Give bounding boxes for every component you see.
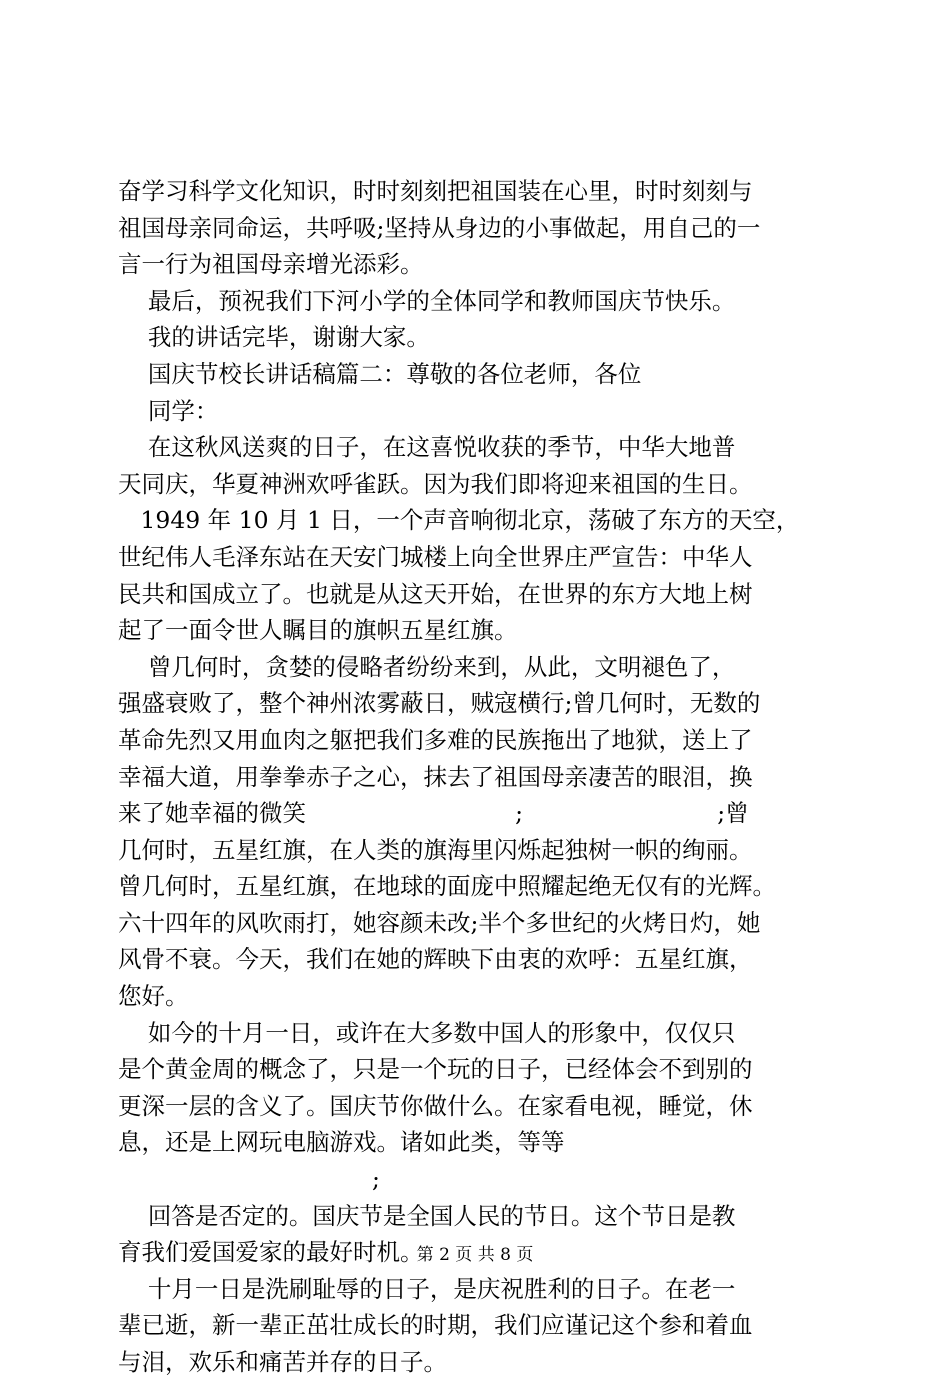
text-line: 育我们爱国爱家的最好时机。: [118, 1238, 424, 1267]
text-line: 更深一层的含义了。国庆节你做什么。在家看电视，睡觉，休: [118, 1091, 753, 1120]
text-line: 六十四年的风吹雨打，她容颜未改;半个多世纪的火烤日灼，她: [118, 908, 761, 937]
text-line: 我的讲话完毕，谢谢大家。: [118, 323, 430, 352]
text-line: 与泪，欢乐和痛苦并存的日子。: [118, 1348, 447, 1376]
text-line: 1949 年 10 月 1 日，一个声音响彻北京，荡破了东方的天空，: [118, 506, 800, 535]
text-line: 最后，预祝我们下河小学的全体同学和教师国庆节快乐。: [118, 286, 736, 315]
page-number-footer: 第 2 页 共 8 页: [416, 1245, 534, 1265]
text-line: 来了她幸福的微笑 ; ;曾: [118, 799, 749, 828]
text-line: 是个黄金周的概念了，只是一个玩的日子，已经体会不到别的: [118, 1055, 753, 1084]
text-line: 在这秋风送爽的日子，在这喜悦收获的季节，中华大地普: [118, 433, 736, 462]
text-line: 幸福大道，用拳拳赤子之心，抹去了祖国母亲凄苦的眼泪，换: [118, 762, 753, 791]
text-line: 言一行为祖国母亲增光添彩。: [118, 250, 424, 279]
text-line: 奋学习科学文化知识，时时刻刻把祖国装在心里，时时刻刻与: [118, 177, 753, 205]
text-line: 同学：: [118, 396, 219, 425]
text-line: 十月一日是洗刷耻辱的日子，是庆祝胜利的日子。在老一: [118, 1274, 736, 1303]
text-line: 曾几何时，五星红旗，在地球的面庞中照耀起绝无仅有的光辉。: [118, 872, 776, 901]
document-body: [118, 173, 838, 1381]
text-line: 息，还是上网玩电脑游戏。诸如此类，等等: [118, 1128, 565, 1157]
text-line: 曾几何时，贪婪的侵略者纷纷来到，从此，文明褪色了，: [118, 652, 736, 681]
text-line: 您好。: [118, 982, 189, 1011]
text-line: 祖国母亲同命运，共呼吸;坚持从身边的小事做起，用自己的一: [118, 213, 761, 242]
text-line: 革命先烈又用血肉之躯把我们多难的民族拖出了地狱，送上了: [118, 725, 753, 754]
text-line: 强盛衰败了，整个神州浓雾蔽日，贼寇横行;曾几何时，无数的: [118, 689, 761, 718]
text-line: 几何时，五星红旗，在人类的旗海里闪烁起独树一帜的绚丽。: [118, 835, 753, 864]
text-line: 起了一面令世人瞩目的旗帜五星红旗。: [118, 616, 518, 645]
text-line: 风骨不衰。今天，我们在她的辉映下由衷的欢呼：五星红旗，: [118, 945, 753, 974]
text-line: 国庆节校长讲话稿篇二：尊敬的各位老师，各位: [118, 359, 642, 388]
text-line: ;: [118, 1165, 380, 1194]
text-line: 民共和国成立了。也就是从这天开始，在世界的东方大地上树: [118, 579, 753, 608]
text-line: 世纪伟人毛泽东站在天安门城楼上向全世界庄严宣告：中华人: [118, 542, 753, 571]
text-line: 如今的十月一日，或许在大多数中国人的形象中，仅仅只: [118, 1018, 736, 1047]
text-line: 辈已逝，新一辈正茁壮成长的时期，我们应谨记这个参和着血: [118, 1311, 753, 1340]
text-line: 回答是否定的。国庆节是全国人民的节日。这个节日是教: [118, 1201, 736, 1230]
text-line: 天同庆，华夏神洲欢呼雀跃。因为我们即将迎来祖国的生日。: [118, 469, 753, 498]
